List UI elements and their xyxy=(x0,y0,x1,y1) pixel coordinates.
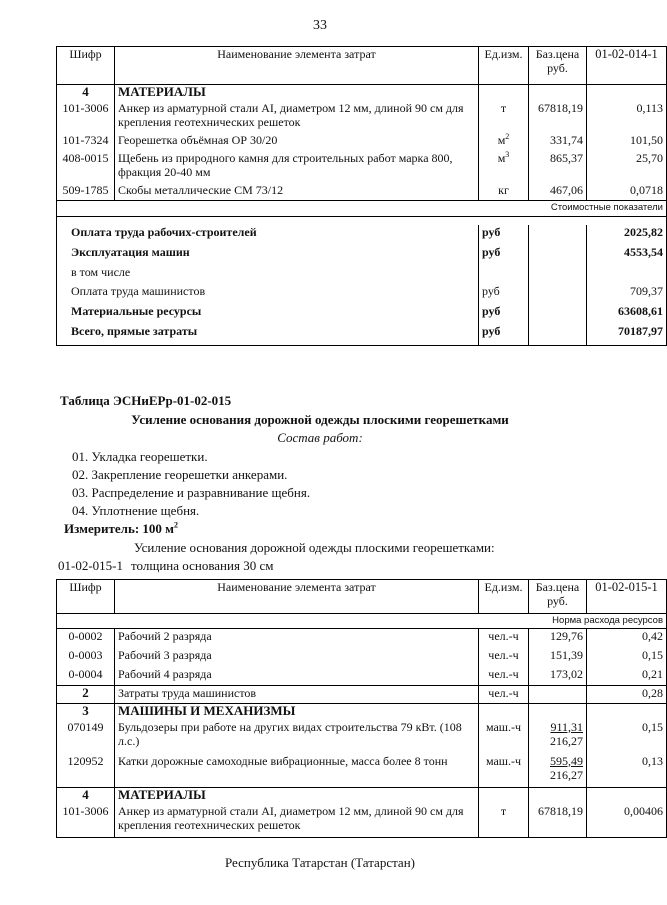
work-item: 01. Укладка георешетки. xyxy=(72,449,208,464)
cost-unit: руб xyxy=(479,245,529,265)
row-value: 0,00406 xyxy=(587,804,667,838)
row-value: 0,28 xyxy=(587,686,667,704)
table-row xyxy=(57,754,667,788)
work-item: 02. Закрепление георешетки анкерами. xyxy=(72,467,288,482)
cost-name: Эксплуатация машин xyxy=(57,245,479,265)
row-unit: чел.-ч xyxy=(479,648,529,667)
row-value: 0,13 xyxy=(587,754,667,788)
row-price: 595,49 216,27 xyxy=(529,754,587,788)
row-price: 173,02 xyxy=(529,667,587,686)
table-row xyxy=(57,648,667,667)
row-unit: $м^2$ xyxy=(479,133,529,151)
row-unit: кг xyxy=(479,183,529,201)
page-footer: Республика Татарстан (Татарстан) xyxy=(225,855,415,870)
work-item: 03. Распределение и разравнивание щебня. xyxy=(72,485,311,500)
cost-value: 2025,82 xyxy=(587,225,667,245)
row-code: 408-0015 xyxy=(57,151,115,183)
row-name: Затраты труда машинистов xyxy=(115,686,479,704)
header-name: Наименование элемента затрат xyxy=(115,47,479,85)
row-name: Георешетка объёмная ОР 30/20 xyxy=(115,133,479,151)
cost-row xyxy=(57,225,667,245)
row-code: 101-3006 xyxy=(57,101,115,133)
description-line: толщина основания 30 см xyxy=(131,558,274,573)
operators-row xyxy=(57,686,667,704)
table-row xyxy=(57,101,667,133)
row-code: 0-0004 xyxy=(57,667,115,686)
row-name: Рабочий 3 разряда xyxy=(115,648,479,667)
row-name: Щебень из природного камня для строительных работ марка 800, фракция 20-40 мм xyxy=(115,151,479,183)
row-value: 101,50 xyxy=(587,133,667,151)
section-title: МАТЕРИАЛЫ xyxy=(115,788,479,804)
page-number: 33 xyxy=(313,18,327,33)
row-unit: маш.-ч xyxy=(479,754,529,788)
cost-name: Оплата труда машинистов xyxy=(57,284,479,304)
row-name: Анкер из арматурной стали AI, диаметром 12 мм, длиной 90 см для крепления геотехнических решеток xyxy=(115,804,479,838)
section-row-materials xyxy=(57,85,667,101)
cost-value: 4553,54 xyxy=(587,245,667,265)
cost-value: 70187,97 xyxy=(587,324,667,346)
header-price: Баз.цена руб. xyxy=(529,47,587,85)
header-price: Баз.цена руб. xyxy=(529,580,587,614)
row-price: 67818,19 xyxy=(529,101,587,133)
header-name: Наименование элемента затрат xyxy=(115,580,479,614)
section-number: 4 xyxy=(57,85,115,101)
row-unit: т xyxy=(479,804,529,838)
works-heading: Состав работ: xyxy=(277,430,363,445)
row-price: 151,39 xyxy=(529,648,587,667)
row-value: 0,21 xyxy=(587,667,667,686)
resource-table-01-02-015-1 xyxy=(56,579,667,838)
row-value: 0,15 xyxy=(587,720,667,754)
cost-row xyxy=(57,265,667,284)
section-row-machines xyxy=(57,704,667,720)
cost-value: 63608,61 xyxy=(587,304,667,324)
row-value: 0,15 xyxy=(587,648,667,667)
cost-name: Всего, прямые затраты xyxy=(57,324,479,346)
cost-row xyxy=(57,304,667,324)
section-title: МАТЕРИАЛЫ xyxy=(115,85,479,101)
cost-note-row xyxy=(57,201,667,217)
cost-name: Материальные ресурсы xyxy=(57,304,479,324)
measure-unit: Измеритель: 100 $м^2$ xyxy=(64,520,179,536)
row-unit: $м^3$ xyxy=(479,151,529,183)
row-name: Анкер из арматурной стали AI, диаметром 12 мм, длиной 90 см для крепления геотехнических решеток xyxy=(115,101,479,133)
row-unit: чел.-ч xyxy=(479,686,529,704)
cost-note: Стоимостные показатели xyxy=(57,201,667,217)
row-value: 0,0718 xyxy=(587,183,667,201)
row-unit: маш.-ч xyxy=(479,720,529,754)
cost-unit: руб xyxy=(479,304,529,324)
cost-row xyxy=(57,324,667,346)
table-title: Таблица ЭСНиЕРр-01-02-015 xyxy=(60,393,232,408)
table-row xyxy=(57,133,667,151)
row-name: Скобы металлические СМ 73/12 xyxy=(115,183,479,201)
section-title: МАШИНЫ И МЕХАНИЗМЫ xyxy=(115,704,479,720)
header-item-code: 01-02-015-1 xyxy=(587,580,667,614)
row-unit: т xyxy=(479,101,529,133)
row-name: Рабочий 4 разряда xyxy=(115,667,479,686)
row-name: Катки дорожные самоходные вибрационные, масса более 8 тонн xyxy=(115,754,479,788)
row-value: 0,42 xyxy=(587,629,667,648)
section-number: 2 xyxy=(57,686,115,704)
row-code: 0-0002 xyxy=(57,629,115,648)
row-price: 129,76 xyxy=(529,629,587,648)
header-code: Шифр xyxy=(57,580,115,614)
cost-unit: руб xyxy=(479,225,529,245)
cost-name: в том числе xyxy=(57,265,479,284)
header-code: Шифр xyxy=(57,47,115,85)
section-number: 4 xyxy=(57,788,115,804)
resource-table-01-02-014-1 xyxy=(56,46,667,346)
row-price: 467,06 xyxy=(529,183,587,201)
description-code: 01-02-015-1 xyxy=(58,558,123,573)
table-row xyxy=(57,667,667,686)
row-price: 331,74 xyxy=(529,133,587,151)
row-price: 865,37 xyxy=(529,151,587,183)
row-unit: чел.-ч xyxy=(479,629,529,648)
table-row xyxy=(57,804,667,838)
section-number: 3 xyxy=(57,704,115,720)
cost-name: Оплата труда рабочих-строителей xyxy=(57,225,479,245)
table-row xyxy=(57,183,667,201)
table-header xyxy=(57,580,667,614)
row-code: 509-1785 xyxy=(57,183,115,201)
row-value: 0,113 xyxy=(587,101,667,133)
cost-unit: руб xyxy=(479,324,529,346)
description-line: Усиление основания дорожной одежды плоскими георешетками: xyxy=(134,540,495,555)
row-code: 070149 xyxy=(57,720,115,754)
norm-note-row xyxy=(57,614,667,629)
cost-unit: руб xyxy=(479,284,529,304)
row-name: Бульдозеры при работе на других видах строительства 79 кВт. (108 л.с.) xyxy=(115,720,479,754)
section-subtitle: Усиление основания дорожной одежды плоскими георешетками xyxy=(131,412,509,427)
row-code: 120952 xyxy=(57,754,115,788)
table-row xyxy=(57,720,667,754)
cost-value: 709,37 xyxy=(587,284,667,304)
section-row-materials xyxy=(57,788,667,804)
table-row xyxy=(57,629,667,648)
row-code: 101-3006 xyxy=(57,804,115,838)
row-unit: чел.-ч xyxy=(479,667,529,686)
row-value: 25,70 xyxy=(587,151,667,183)
header-item-code: 01-02-014-1 xyxy=(587,47,667,85)
work-item: 04. Уплотнение щебня. xyxy=(72,503,200,518)
norm-note: Норма расхода ресурсов xyxy=(57,614,667,629)
cost-row xyxy=(57,245,667,265)
table-row xyxy=(57,151,667,183)
cost-row xyxy=(57,284,667,304)
row-code: 101-7324 xyxy=(57,133,115,151)
row-price: 67818,19 xyxy=(529,804,587,838)
header-unit: Ед.изм. xyxy=(479,47,529,85)
row-name: Рабочий 2 разряда xyxy=(115,629,479,648)
row-code: 0-0003 xyxy=(57,648,115,667)
header-unit: Ед.изм. xyxy=(479,580,529,614)
row-price: 911,31 216,27 xyxy=(529,720,587,754)
table-header xyxy=(57,47,667,85)
